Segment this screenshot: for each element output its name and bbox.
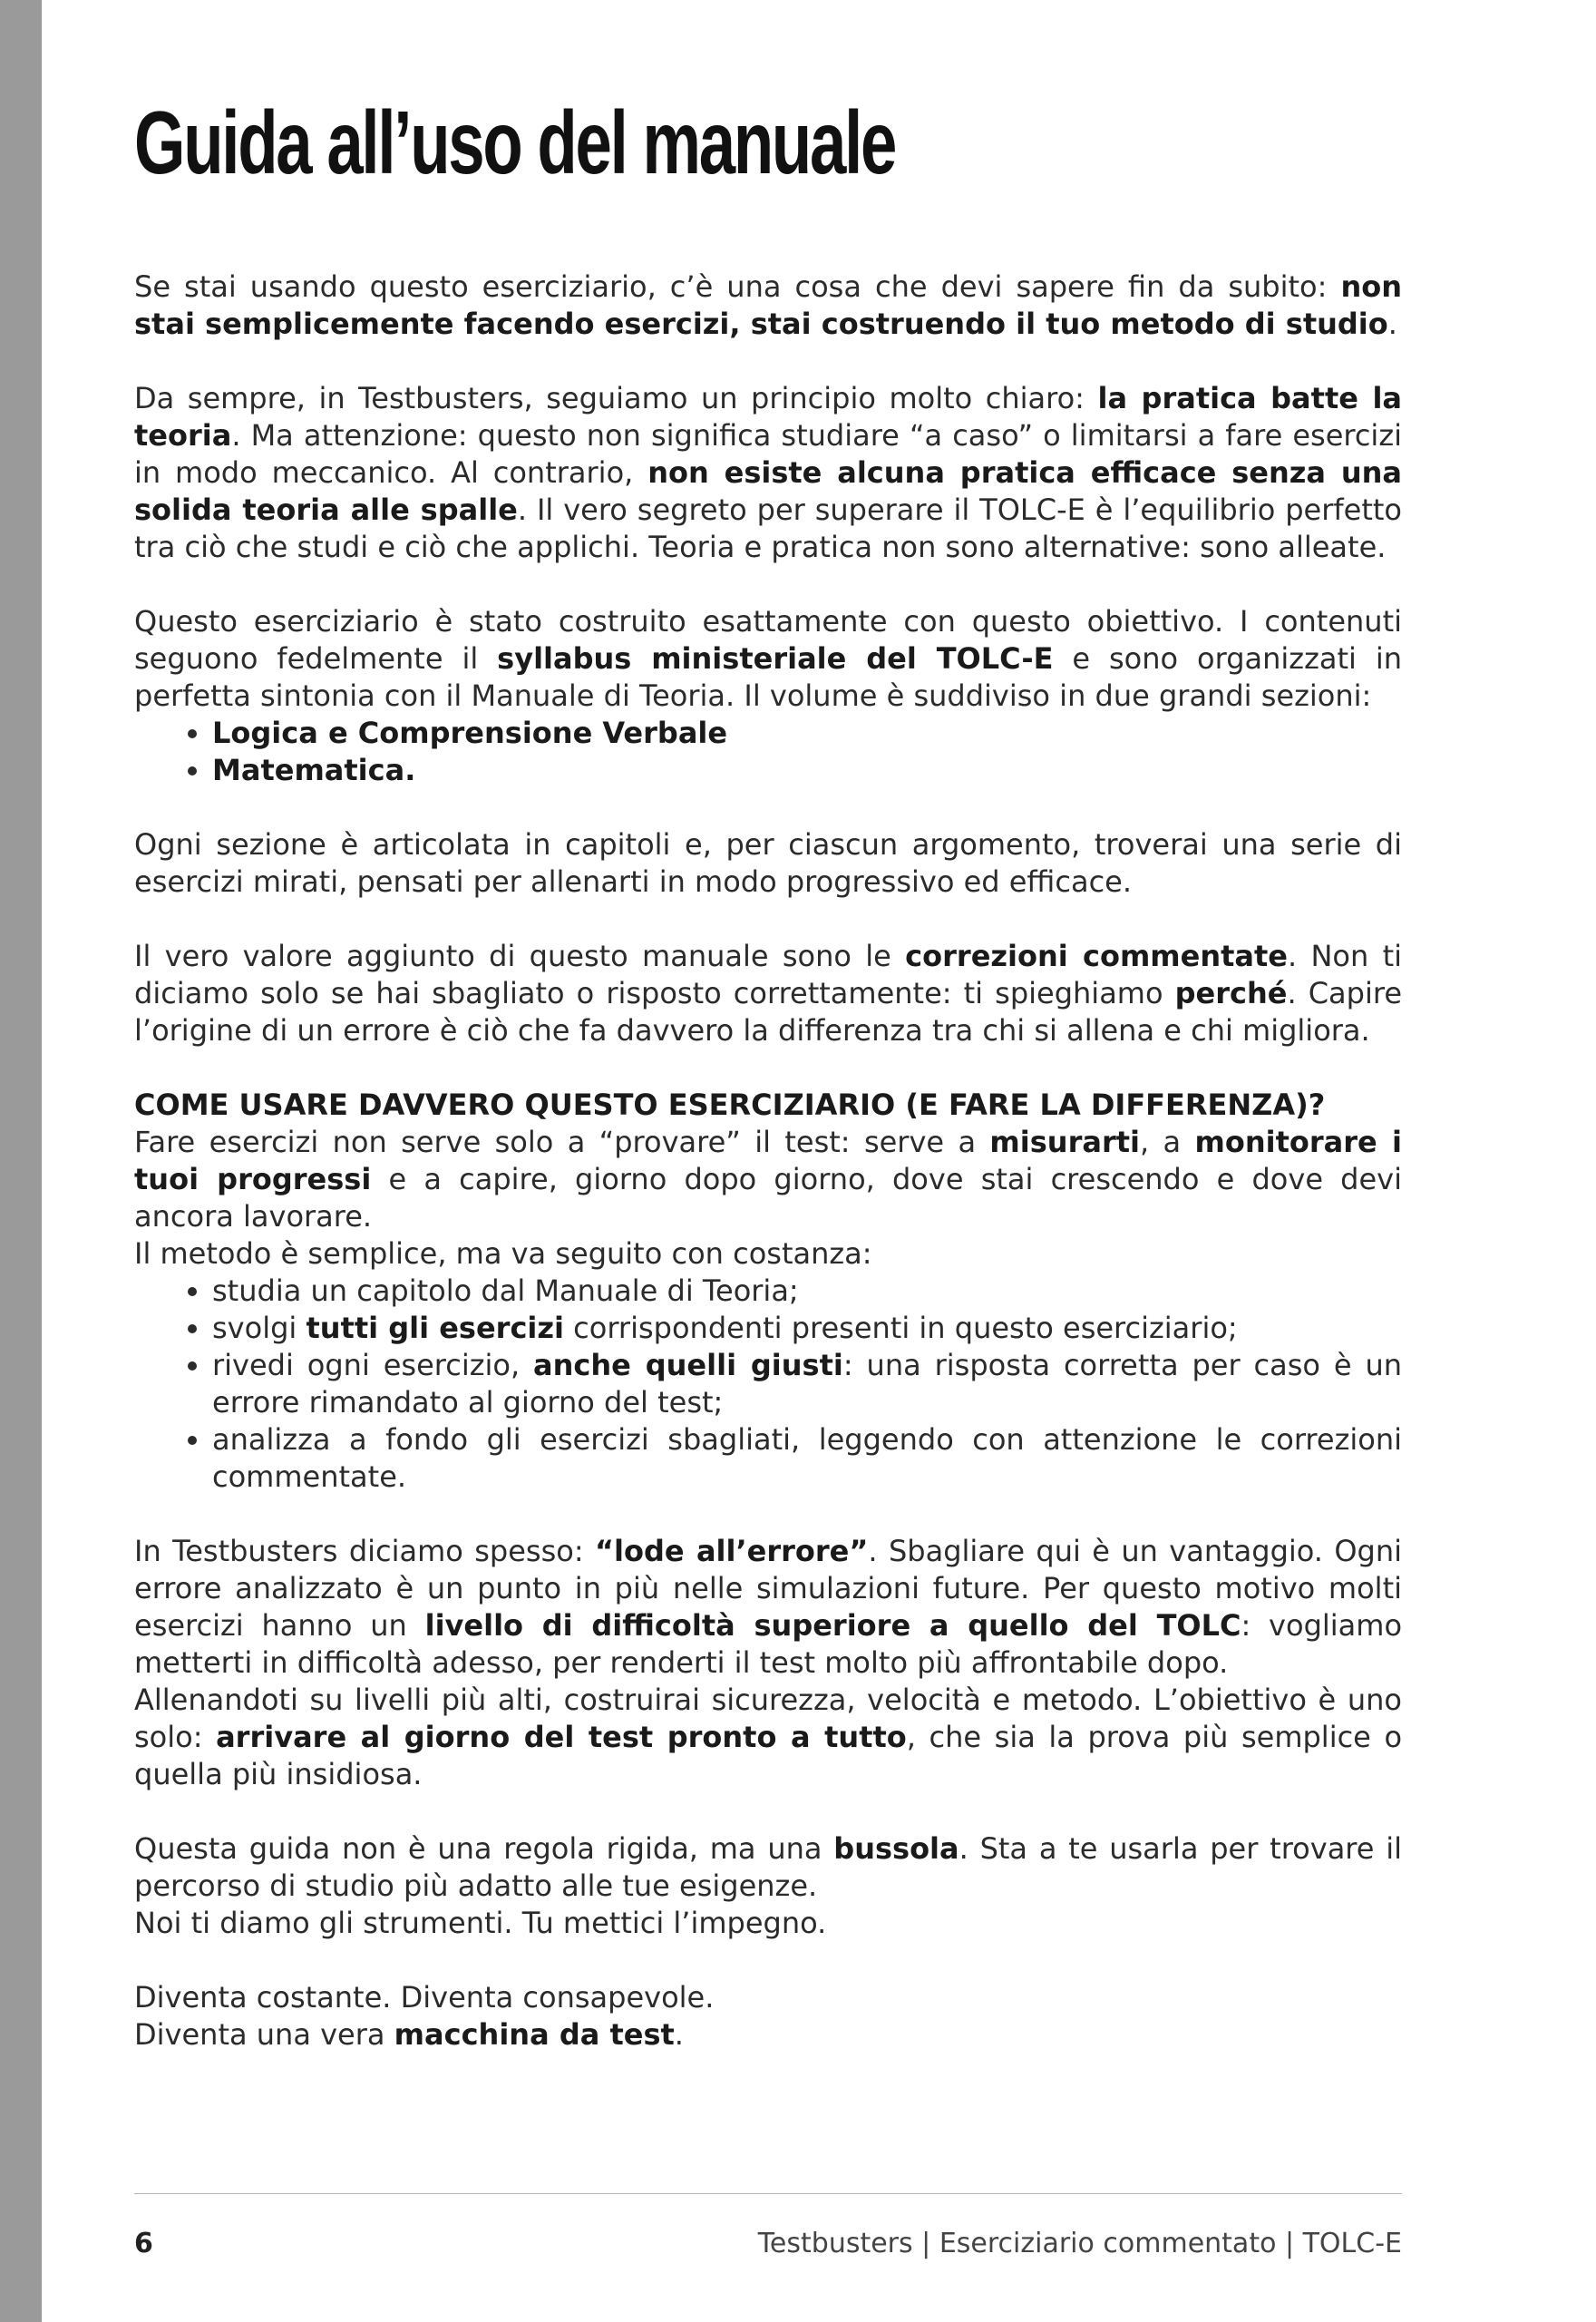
method-steps-list	[134, 1273, 1402, 1496]
method-intro: Il metodo è semplice, ma va seguito con costanza:	[134, 1236, 872, 1271]
closing-text-1: Diventa una vera	[134, 2017, 394, 2052]
error-text-2: . Sbagliare qui è un vantaggio. Ogni errore analizzato è un punto in più nelle simulazioni future. Per questo motivo molti esercizi hanno un	[134, 1534, 1403, 1643]
footer-divider	[134, 2193, 1402, 2194]
principle-paragraph	[134, 380, 1402, 566]
chapters-text: Ogni sezione è articolata in capitoli e, per ciascun argomento, troverai una serie di esercizi mirati, pensati per allenarti in modo progressivo ed efficace.	[134, 827, 1402, 899]
corrections-text-3: . Capire l’origine di un errore è ciò che fa davvero la differenza tra chi si allena e chi migliora.	[134, 976, 1403, 1048]
ready-emphasis: arrivare al giorno del test pronto a tutto	[216, 1720, 907, 1754]
step-text: svolgi	[212, 1311, 307, 1345]
closing-emphasis: macchina da test	[394, 2017, 675, 2052]
compass-text-1: Questa guida non è una regola rigida, ma una	[134, 1831, 834, 1866]
step-emphasis: tutti gli esercizi	[306, 1311, 564, 1345]
tools-line: Noi ti diamo gli strumenti. Tu mettici l’impegno.	[134, 1906, 827, 1940]
closing-line-1: Diventa costante. Diventa consapevole.	[134, 1980, 715, 2015]
step-text: analizza a fondo gli esercizi sbagliati, leggendo con attenzione le correzioni commentate.	[212, 1422, 1402, 1494]
compass-text-2: . Sta a te usarla per trovare il percorso di studio più adatto alle tue esigenze.	[134, 1831, 1403, 1903]
error-paragraph	[134, 1533, 1402, 1682]
page-title: Guida all’uso del manuale	[134, 93, 896, 192]
intro-end: .	[1387, 307, 1397, 341]
list-item	[212, 1421, 1402, 1496]
error-motto: “lode all’errore”	[595, 1534, 869, 1568]
list-item	[212, 1310, 1402, 1347]
intro-paragraph	[134, 268, 1402, 343]
list-item	[212, 752, 1402, 789]
structure-text-2: e sono organizzati in perfetta sintonia con il Manuale di Teoria. Il volume è suddiviso in due grandi sezioni:	[134, 641, 1403, 713]
list-item	[212, 1347, 1402, 1421]
why-emphasis: perché	[1174, 976, 1288, 1010]
section-name: Matematica.	[212, 753, 416, 787]
corrections-text-1: Il vero valore aggiunto di questo manuale sono le	[134, 939, 906, 973]
training-paragraph	[134, 1682, 1402, 1793]
compass-emphasis: bussola	[833, 1831, 959, 1866]
method-text-3: e a capire, giorno dopo giorno, dove stai crescendo e dove devi ancora lavorare.	[134, 1162, 1403, 1234]
principle-text-2: . Ma attenzione: questo non significa studiare “a caso” o limitarsi a fare esercizi in modo meccanico. Al contrario,	[134, 418, 1402, 490]
method-heading-paragraph	[134, 1087, 1402, 1273]
structure-text-1: Questo eserciziario è stato costruito esattamente con questo obiettivo. I contenuti seguono fedelmente il	[134, 604, 1402, 676]
method-text-1: Fare esercizi non serve solo a “provare” il test: serve a	[134, 1125, 990, 1159]
chapters-paragraph	[134, 826, 1402, 901]
monitor-emphasis: monitorare i tuoi progressi	[134, 1125, 1403, 1196]
closing-paragraph	[134, 1979, 1402, 2054]
step-text: corrispondenti presenti in questo eserciziario;	[563, 1311, 1238, 1345]
list-item	[212, 715, 1402, 752]
compass-paragraph	[134, 1830, 1402, 1942]
method-text-2: , a	[1139, 1125, 1195, 1159]
section-name: Logica e Comprensione Verbale	[212, 716, 728, 750]
closing-text-2: .	[674, 2017, 684, 2052]
step-emphasis: anche quelli giusti	[533, 1348, 843, 1382]
error-text-3: : vogliamo metterti in difficoltà adesso, per renderti il test molto più affrontabile dopo.	[134, 1608, 1403, 1680]
intro-emphasis: non stai semplicemente facendo esercizi, stai costruendo il tuo metodo di studio	[134, 269, 1402, 341]
measure-emphasis: misurarti	[989, 1125, 1140, 1159]
running-footer: Testbusters | Eserciziario commentato | TOLC-E	[757, 2228, 1402, 2259]
step-text: studia un capitolo dal Manuale di Teoria;	[212, 1273, 799, 1308]
corrections-text-2: . Non ti diciamo solo se hai sbagliato o risposto correttamente: ti spieghiamo	[134, 939, 1403, 1010]
step-text: rivedi ogni esercizio,	[212, 1348, 534, 1382]
training-text-1: Allenandoti su livelli più alti, costruirai sicurezza, velocità e metodo. L’obiettivo è uno solo:	[134, 1683, 1402, 1754]
step-text: : una risposta corretta per caso è un errore rimandato al giorno del test;	[212, 1348, 1403, 1420]
guide-body	[134, 268, 1402, 2091]
principle-emphasis-1: la pratica batte la teoria	[134, 381, 1403, 453]
list-item	[212, 1273, 1402, 1310]
difficulty-emphasis: livello di difficoltà superiore a quello del TOLC	[424, 1608, 1241, 1643]
page-edge-bar	[0, 0, 42, 2322]
structure-paragraph	[134, 603, 1402, 715]
sections-list	[134, 715, 1402, 789]
intro-text: Se stai usando questo eserciziario, c’è una cosa che devi sapere fin da subito:	[134, 269, 1341, 304]
training-text-2: , che sia la prova più semplice o quella più insidiosa.	[134, 1720, 1403, 1791]
principle-text-1: Da sempre, in Testbusters, seguiamo un principio molto chiaro:	[134, 381, 1098, 415]
page-number: 6	[134, 2228, 153, 2259]
corrections-emphasis: correzioni commentate	[905, 939, 1289, 973]
method-heading: COME USARE DAVVERO QUESTO ESERCIZIARIO (E FARE LA DIFFERENZA)?	[134, 1088, 1326, 1122]
syllabus-emphasis: syllabus ministeriale del TOLC-E	[497, 641, 1054, 676]
principle-text-3: . Il vero segreto per superare il TOLC-E è l’equilibrio perfetto tra ciò che studi e ciò che applichi. Teoria e pratica non sono alternative: sono alleate.	[134, 493, 1403, 564]
error-text-1: In Testbusters diciamo spesso:	[134, 1534, 595, 1568]
principle-emphasis-2: non esiste alcuna pratica efficace senza una solida teoria alle spalle	[134, 455, 1403, 527]
corrections-paragraph	[134, 938, 1402, 1049]
